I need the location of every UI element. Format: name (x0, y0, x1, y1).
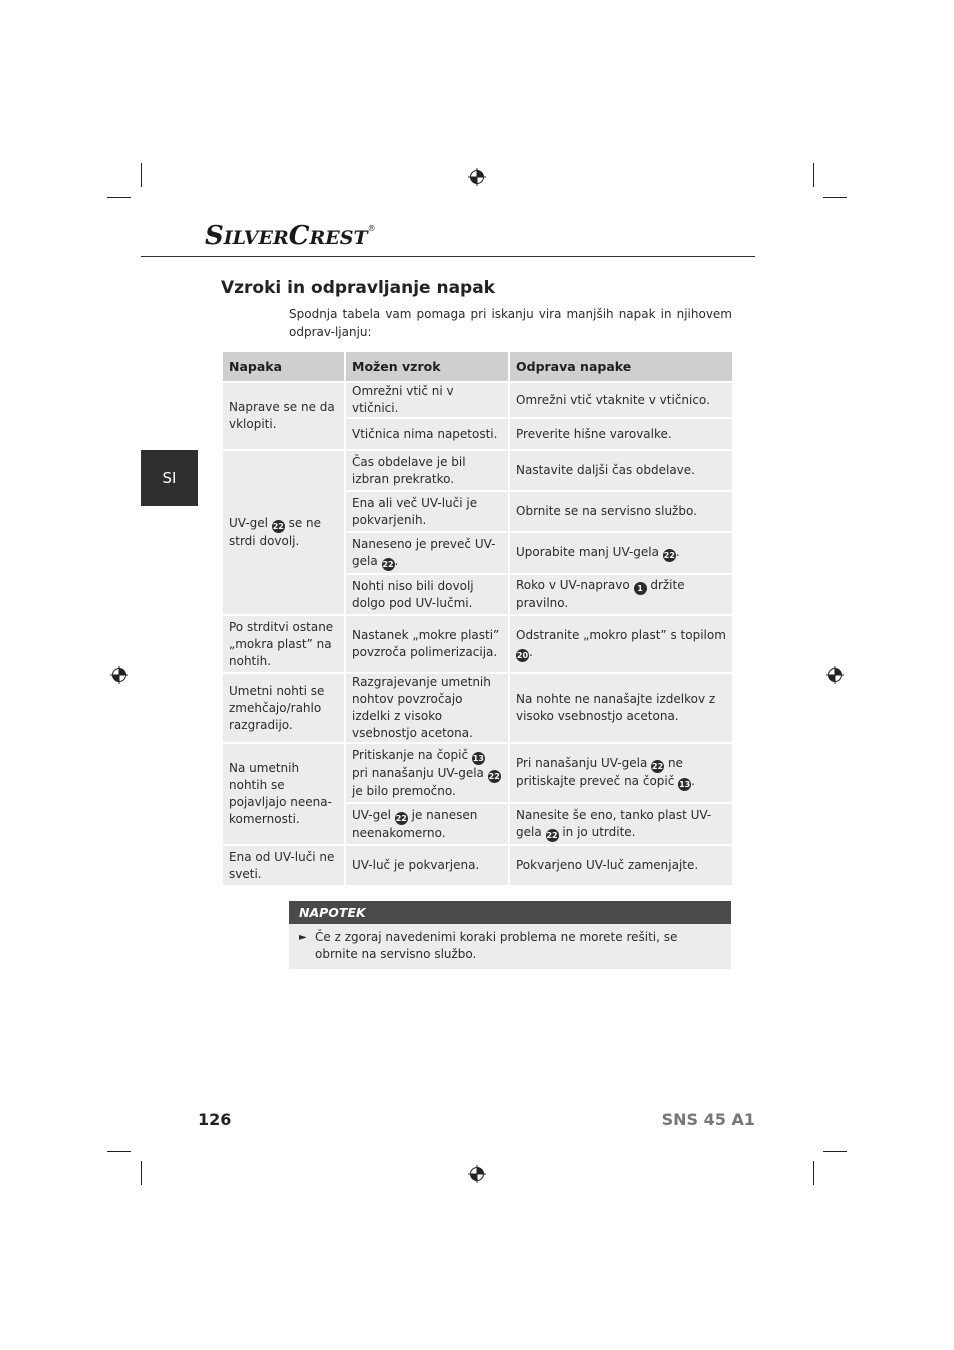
crop-mark (813, 1161, 814, 1185)
note-box (289, 901, 731, 969)
fix-cell: Nastavite daljši čas obdelave. (509, 450, 733, 491)
fix-cell: Na nohte ne nanašajte izdelkov z visoko vsebnostjo acetona. (509, 673, 733, 743)
cause-cell: Naneseno je preveč UV-gela 22. (345, 532, 509, 574)
fix-cell: Nanesite še eno, tanko plast UV-gela 22 in jo utrdite. (509, 803, 733, 845)
table-row (222, 673, 733, 743)
model-number: SNS 45 A1 (661, 1110, 755, 1129)
part-number-icon: 1 (634, 582, 647, 595)
fix-cell: Omrežni vtič vtaknite v vtičnico. (509, 382, 733, 418)
section-title: Vzroki in odpravljanje napak (221, 278, 495, 298)
crop-mark (141, 1161, 142, 1185)
crop-mark (141, 163, 142, 187)
part-number-icon: 22 (272, 522, 284, 531)
cause-cell: Omrežni vtič ni v vtičnici. (345, 382, 509, 418)
bullet-arrow-icon: ► (299, 932, 307, 943)
part-number-icon: 13 (679, 780, 691, 789)
crop-mark (107, 1151, 131, 1152)
crop-mark (107, 197, 131, 198)
section-intro: Spodnja tabela vam pomaga pri iskanju vira manjših napak in njihovem odprav-ljanju: (289, 307, 732, 339)
header-divider (141, 256, 755, 257)
note-heading: NAPOTEK (289, 901, 731, 924)
table-row (222, 845, 733, 886)
problem-cell: Po strditvi ostane „mokra plast” na nohtih. (222, 615, 345, 673)
cause-cell: UV-luč je pokvarjena. (345, 845, 509, 886)
column-header-fix: Odprava napake (509, 351, 733, 382)
table-row (222, 615, 733, 673)
note-text: Če z zgoraj navedenimi koraki problema ne morete rešiti, se obrnite na servisno službo. (315, 930, 678, 961)
part-number-icon: 20 (516, 650, 529, 660)
cause-cell: Nastanek „mokre plasti” povzroča polimerizacija. (345, 615, 509, 673)
registration-mark-icon (468, 1165, 486, 1183)
note-body (289, 924, 731, 969)
column-header-problem: Napaka (222, 351, 345, 382)
table-row (222, 382, 733, 418)
part-number-icon: 22 (488, 771, 500, 781)
column-header-cause: Možen vzrok (345, 351, 509, 382)
crop-mark (823, 1151, 847, 1152)
part-number-icon: 22 (546, 830, 558, 840)
part-number-icon: 22 (382, 559, 394, 569)
part-number-icon: 13 (472, 753, 484, 763)
registration-mark-icon (826, 666, 844, 684)
cause-cell: Vtičnica nima napetosti. (345, 418, 509, 450)
table-row (222, 743, 733, 803)
cause-cell: UV-gel 22 je nanesen neenakomerno. (345, 803, 509, 845)
fix-cell: Obrnite se na servisno službo. (509, 491, 733, 532)
cause-cell: Pritiskanje na čopič 13 pri nanašanju UV-gela 22 je bilo premočno. (345, 743, 509, 803)
troubleshooting-table (221, 350, 734, 887)
brand-logo: SILVERCREST® (205, 221, 376, 251)
registration-mark-icon (468, 168, 486, 186)
fix-cell: Odstranite „mokro plast” s topilom 20. (509, 615, 733, 673)
part-number-icon: 22 (663, 551, 675, 560)
problem-cell: UV-gel 22 se ne strdi dovolj. (222, 450, 345, 615)
cause-cell: Nohti niso bili dovolj dolgo pod UV-lučmi. (345, 574, 509, 615)
fix-cell: Pri nanašanju UV-gela 22 ne pritiskajte preveč na čopič 13. (509, 743, 733, 803)
registration-mark-icon (110, 666, 128, 684)
table-header-row (222, 351, 733, 382)
problem-cell: Ena od UV-luči ne sveti. (222, 845, 345, 886)
part-number-icon: 22 (395, 813, 407, 823)
fix-cell: Pokvarjeno UV-luč zamenjajte. (509, 845, 733, 886)
fix-cell: Preverite hišne varovalke. (509, 418, 733, 450)
problem-cell: Na umetnih nohtih se pojavljajo neena-komernosti. (222, 743, 345, 845)
fix-cell: Roko v UV-napravo 1 držite pravilno. (509, 574, 733, 615)
table-row (222, 450, 733, 491)
cause-cell: Čas obdelave je bil izbran prekratko. (345, 450, 509, 491)
problem-cell: Naprave se ne da vklopiti. (222, 382, 345, 450)
language-tab: SI (141, 450, 198, 506)
cause-cell: Ena ali več UV-luči je pokvarjenih. (345, 491, 509, 532)
fix-cell: Uporabite manj UV-gela 22. (509, 532, 733, 574)
page-number: 126 (198, 1110, 232, 1129)
problem-cell: Umetni nohti se zmehčajo/rahlo razgradijo. (222, 673, 345, 743)
crop-mark (823, 197, 847, 198)
cause-cell: Razgrajevanje umetnih nohtov povzročajo izdelki z visoko vsebnostjo acetona. (345, 673, 509, 743)
part-number-icon: 22 (652, 762, 664, 771)
crop-mark (813, 163, 814, 187)
